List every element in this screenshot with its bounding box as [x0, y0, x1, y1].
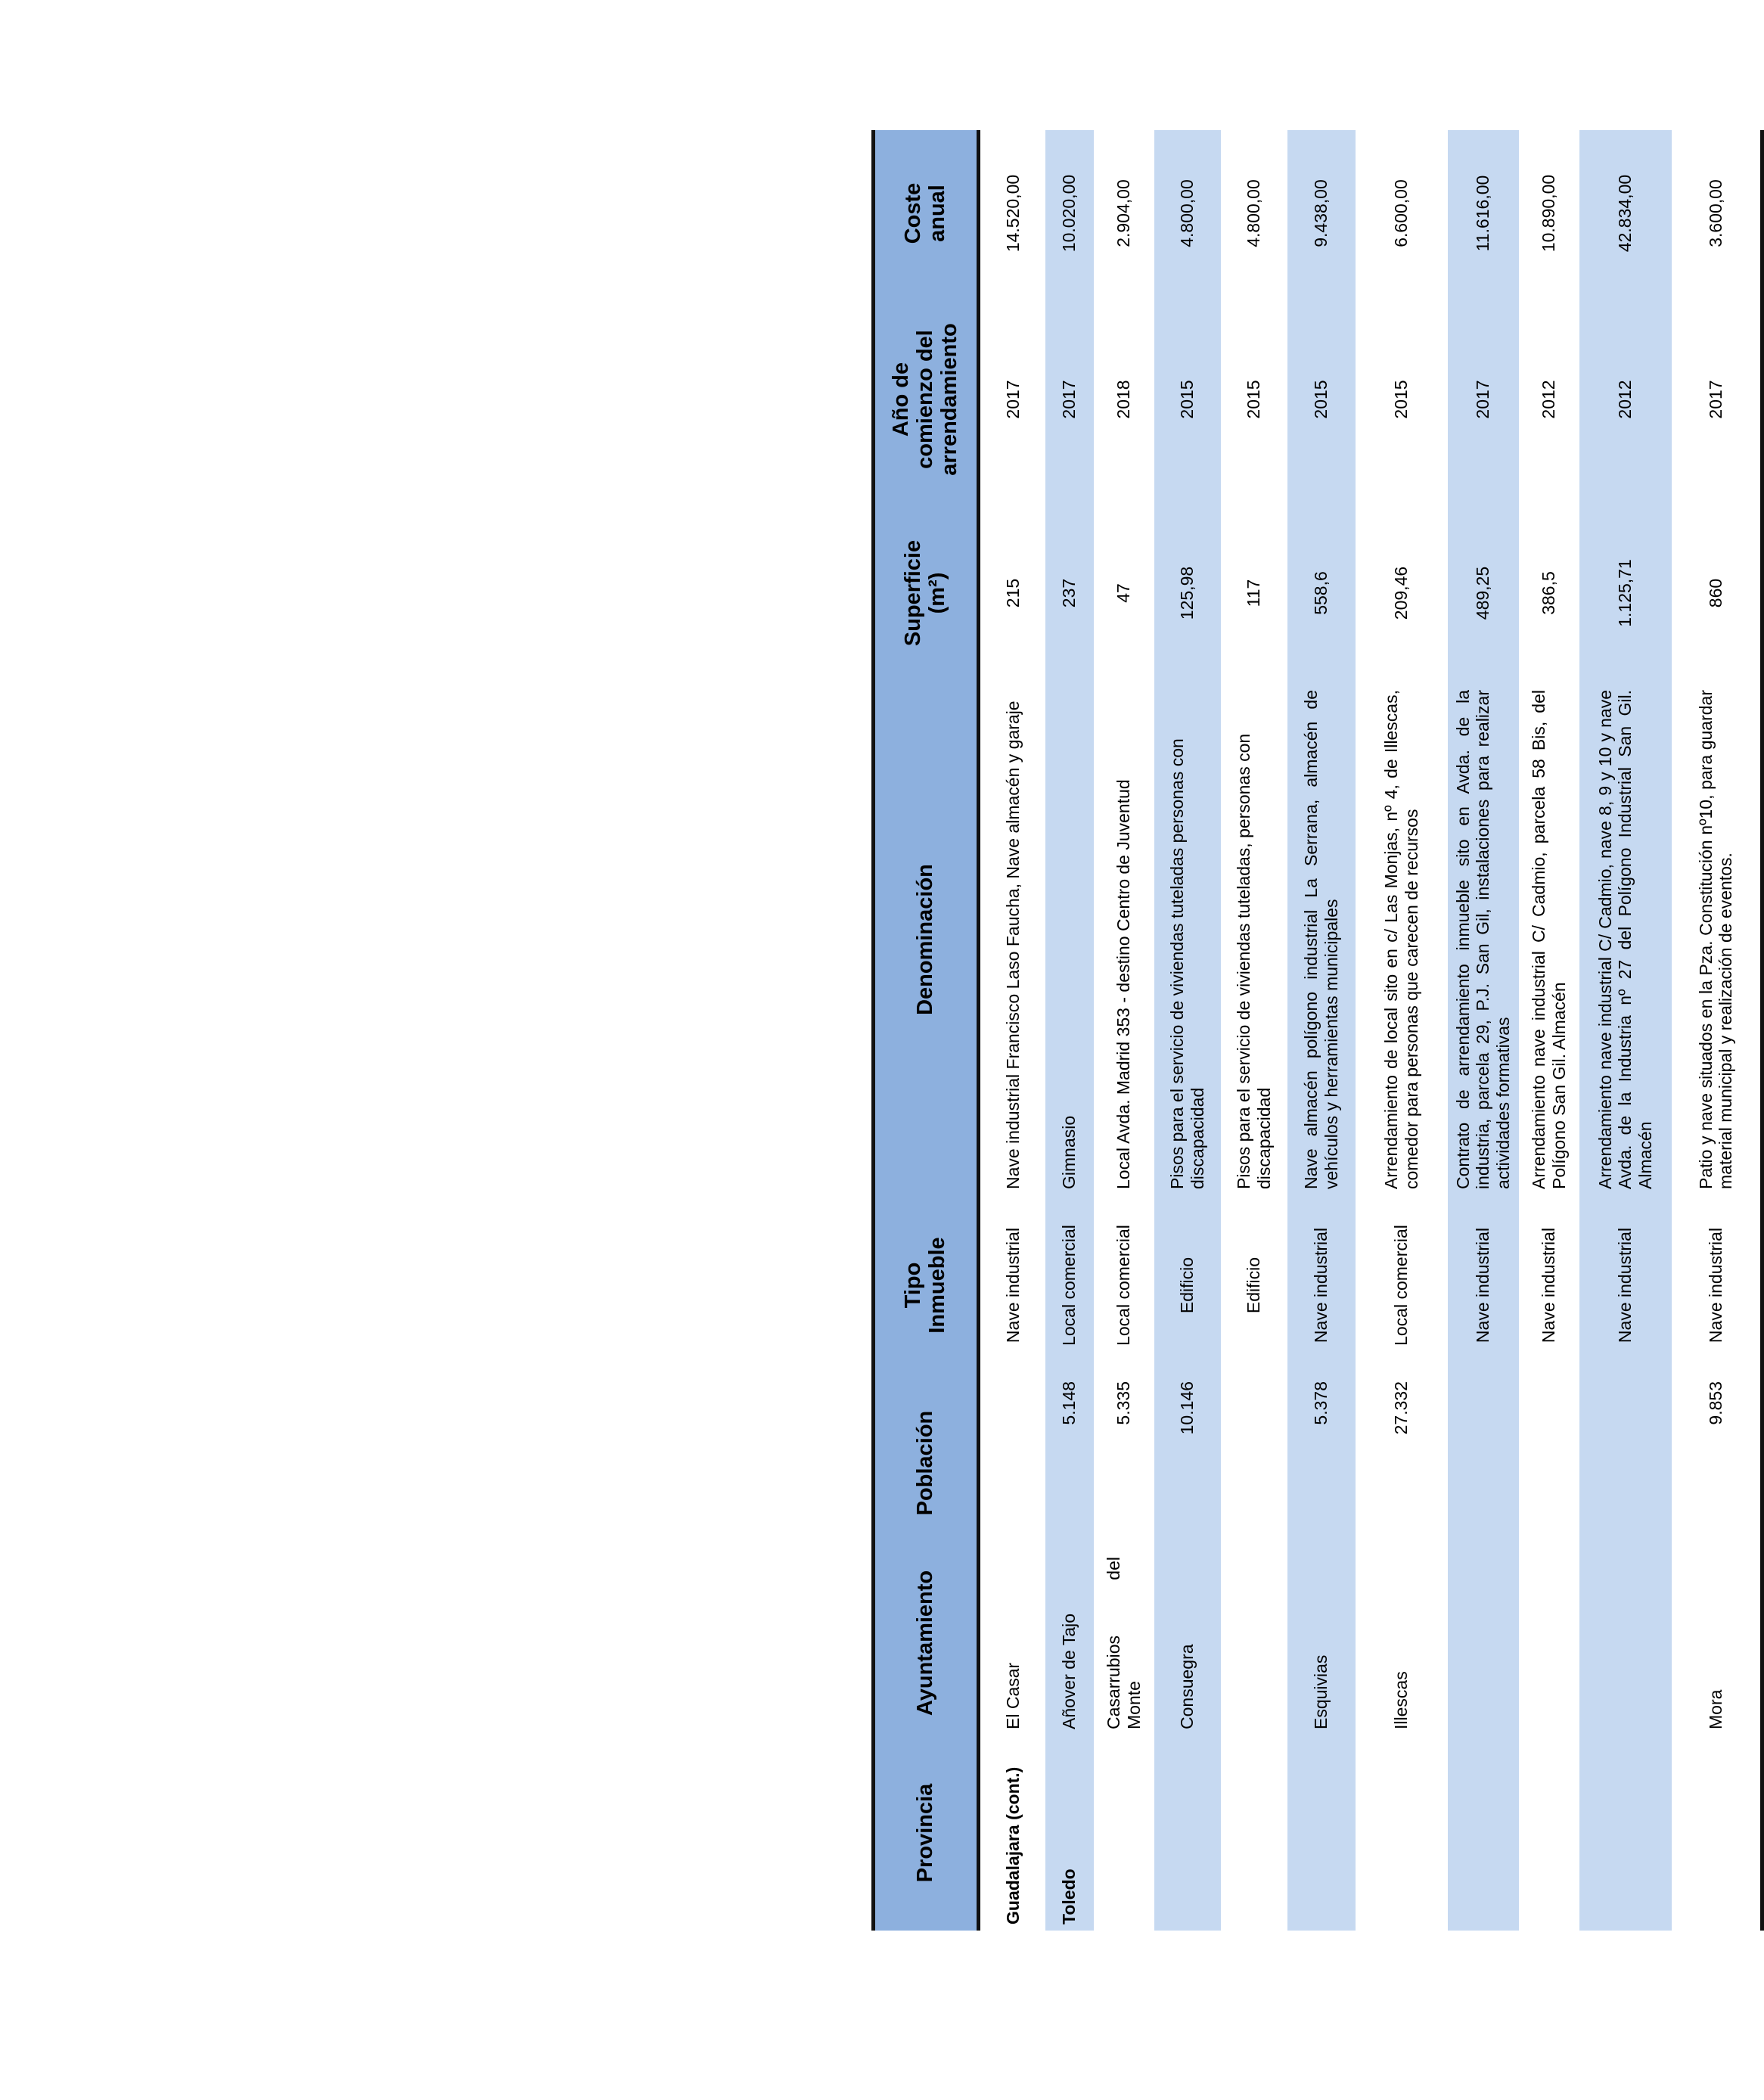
cell-anio: 2012 — [1539, 380, 1559, 419]
cell-tipo: Nave industrial — [1539, 1227, 1559, 1344]
cell-poblacion: 5.335 — [1113, 1381, 1134, 1425]
cell-coste: 6.600,00 — [1391, 179, 1412, 247]
cell-poblacion — [1221, 1375, 1287, 1551]
table-row — [979, 130, 1045, 1931]
header-superficie-line: (m²) — [925, 572, 949, 614]
rotated-page — [871, 130, 1743, 1931]
cell-coste: 11.616,00 — [1448, 130, 1519, 297]
cell-provincia — [1448, 1735, 1519, 1931]
header-anio-line: comienzo del — [913, 330, 938, 469]
cell-poblacion: 5.148 — [1045, 1375, 1094, 1551]
leases-table — [871, 130, 1764, 1931]
cell-coste: 10.890,00 — [1539, 174, 1559, 253]
cell-tipo: Edificio — [1244, 1257, 1264, 1314]
cell-ayuntamiento: Consuegra — [1154, 1551, 1221, 1735]
cell-denominacion: Pisos para el servicio de viviendas tuteladas, personas con discapacidad — [1234, 733, 1274, 1189]
cell-denominacion: Local Avda. Madrid 353 - destino Centro de Juventud — [1113, 779, 1134, 1189]
cell-anio: 2015 — [1154, 297, 1221, 502]
cell-ayuntamiento — [1221, 1551, 1287, 1735]
cell-coste: 3.600,00 — [1672, 130, 1762, 297]
cell-provincia: Toledo — [1045, 1735, 1094, 1931]
cell-provincia — [1672, 1735, 1762, 1931]
cell-tipo: Local comercial — [1045, 1195, 1094, 1375]
cell-poblacion — [979, 1375, 1045, 1551]
cell-poblacion: 27.332 — [1391, 1381, 1412, 1435]
cell-denominacion: Arrendamiento nave industrial C/ Cadmio, nave 8, 9 y 10 y nave Avda. de la Industria nº 27 del Polígono Industrial San Gil. Almacén — [1579, 684, 1672, 1195]
cell-denominacion: Patio y nave situados en la Pza. Constitución nº10, para guardar material municipal y realización de eventos. — [1672, 684, 1762, 1195]
cell-coste: 42.834,00 — [1579, 130, 1672, 297]
cell-provincia — [1094, 1735, 1154, 1931]
cell-ayuntamiento: Añover de Tajo — [1045, 1551, 1094, 1735]
cell-denominacion: Nave industrial Francisco Laso Faucha, Nave almacén y garaje — [1002, 701, 1023, 1189]
cell-poblacion — [1579, 1375, 1672, 1551]
cell-provincia — [1519, 1735, 1579, 1931]
cell-superficie: 47 — [1113, 583, 1134, 603]
cell-ayuntamiento — [1579, 1551, 1672, 1735]
cell-superficie: 125,98 — [1154, 502, 1221, 684]
cell-ayuntamiento: El Casar — [1002, 1662, 1023, 1729]
cell-provincia — [1579, 1735, 1672, 1931]
table-row — [1519, 130, 1579, 1931]
cell-ayuntamiento: Illescas — [1391, 1671, 1412, 1729]
table-row — [1448, 130, 1519, 1931]
table-row — [1154, 130, 1221, 1931]
cell-tipo: Nave industrial — [1579, 1195, 1672, 1375]
header-coste-line: Coste — [901, 182, 926, 244]
cell-ayuntamiento: Esquivias — [1287, 1551, 1356, 1735]
cell-superficie: 215 — [1002, 578, 1023, 608]
cell-denominacion: Arrendamiento de local sito en c/ Las Monjas, nº 4, de Illescas, comedor para personas que carecen de recursos — [1381, 690, 1421, 1189]
cell-anio: 2017 — [1672, 297, 1762, 502]
cell-poblacion: 5.378 — [1287, 1375, 1356, 1551]
header-tipo-line: Tipo — [901, 1262, 926, 1309]
cell-superficie: 860 — [1672, 502, 1762, 684]
table-row — [1045, 130, 1094, 1931]
cell-anio: 2015 — [1244, 380, 1264, 419]
cell-denominacion: Nave almacén polígono industrial La Serrana, almacén de vehículos y herramientas municipales — [1287, 684, 1356, 1195]
cell-tipo: Nave industrial — [1287, 1195, 1356, 1375]
cell-coste: 14.520,00 — [1002, 174, 1023, 253]
header-poblacion: Población — [874, 1375, 979, 1551]
cell-coste: 4.800,00 — [1154, 130, 1221, 297]
cell-provincia — [1287, 1735, 1356, 1931]
table-row — [1356, 130, 1448, 1931]
cell-tipo: Nave industrial — [1672, 1195, 1762, 1375]
table-row — [1287, 130, 1356, 1931]
cell-coste: 2.904,00 — [1113, 179, 1134, 247]
table-row — [1221, 130, 1287, 1931]
cell-ayuntamiento: Mora — [1672, 1551, 1762, 1735]
cell-coste: 4.800,00 — [1244, 179, 1264, 247]
header-anio — [874, 297, 979, 502]
cell-superficie: 386,5 — [1539, 571, 1559, 615]
cell-tipo: Local comercial — [1391, 1225, 1412, 1346]
cell-superficie: 237 — [1045, 502, 1094, 684]
cell-superficie: 1.125,71 — [1579, 502, 1672, 684]
header-anio-line: Año de — [889, 362, 914, 437]
cell-coste: 10.020,00 — [1045, 130, 1094, 297]
cell-provincia — [1154, 1735, 1221, 1931]
cell-tipo: Edificio — [1154, 1195, 1221, 1375]
header-denominacion: Denominación — [874, 684, 979, 1195]
cell-denominacion: Pisos para el servicio de viviendas tuteladas personas con discapacidad — [1154, 684, 1221, 1195]
cell-anio: 2015 — [1287, 297, 1356, 502]
cell-denominacion: Arrendamiento nave industrial C/ Cadmio, parcela 58 Bis, del Polígono San Gil. Almacén — [1529, 690, 1569, 1189]
cell-poblacion: 10.146 — [1154, 1375, 1221, 1551]
header-anio-line: arrendamiento — [936, 323, 961, 476]
header-superficie — [874, 502, 979, 684]
header-tipo — [874, 1195, 979, 1375]
cell-tipo: Nave industrial — [1002, 1227, 1023, 1344]
cell-anio: 2018 — [1113, 380, 1134, 419]
cell-ayuntamiento — [1519, 1551, 1579, 1735]
cell-anio: 2012 — [1579, 297, 1672, 502]
header-tipo-line: Inmueble — [925, 1237, 949, 1334]
cell-poblacion — [1448, 1375, 1519, 1551]
cell-provincia — [1221, 1735, 1287, 1931]
cell-provincia — [1356, 1735, 1448, 1931]
cell-anio: 2017 — [1002, 380, 1023, 419]
header-coste-line: anual — [925, 185, 949, 242]
cell-tipo: Nave industrial — [1448, 1195, 1519, 1375]
cell-ayuntamiento: Casarrubios del Monte — [1104, 1557, 1144, 1729]
cell-poblacion: 9.853 — [1672, 1375, 1762, 1551]
cell-anio: 2015 — [1391, 380, 1412, 419]
cell-superficie: 117 — [1244, 579, 1264, 607]
cell-denominacion: Contrato de arrendamiento inmueble sito en Avda. de la industria, parcela 29, P.J. San Gil, instalaciones para realizar actividades formativas — [1448, 684, 1519, 1195]
cell-tipo: Local comercial — [1113, 1225, 1134, 1346]
table-row — [1579, 130, 1672, 1931]
cell-superficie: 489,25 — [1448, 502, 1519, 684]
header-superficie-line: Superficie — [901, 539, 926, 647]
cell-provincia: Guadalajara (cont.) — [1002, 1766, 1023, 1924]
cell-poblacion — [1519, 1375, 1579, 1551]
cell-anio: 2017 — [1448, 297, 1519, 502]
header-provincia: Provincia — [874, 1735, 979, 1931]
cell-anio: 2017 — [1045, 297, 1094, 502]
header-ayuntamiento: Ayuntamiento — [874, 1551, 979, 1735]
cell-superficie: 558,6 — [1287, 502, 1356, 684]
cell-denominacion: Gimnasio — [1045, 684, 1094, 1195]
cell-coste: 9.438,00 — [1287, 130, 1356, 297]
table-row — [1094, 130, 1154, 1931]
header-row — [874, 130, 979, 1931]
header-coste — [874, 130, 979, 297]
cell-ayuntamiento — [1448, 1551, 1519, 1735]
cell-superficie: 209,46 — [1391, 566, 1412, 620]
table-row — [1672, 130, 1762, 1931]
